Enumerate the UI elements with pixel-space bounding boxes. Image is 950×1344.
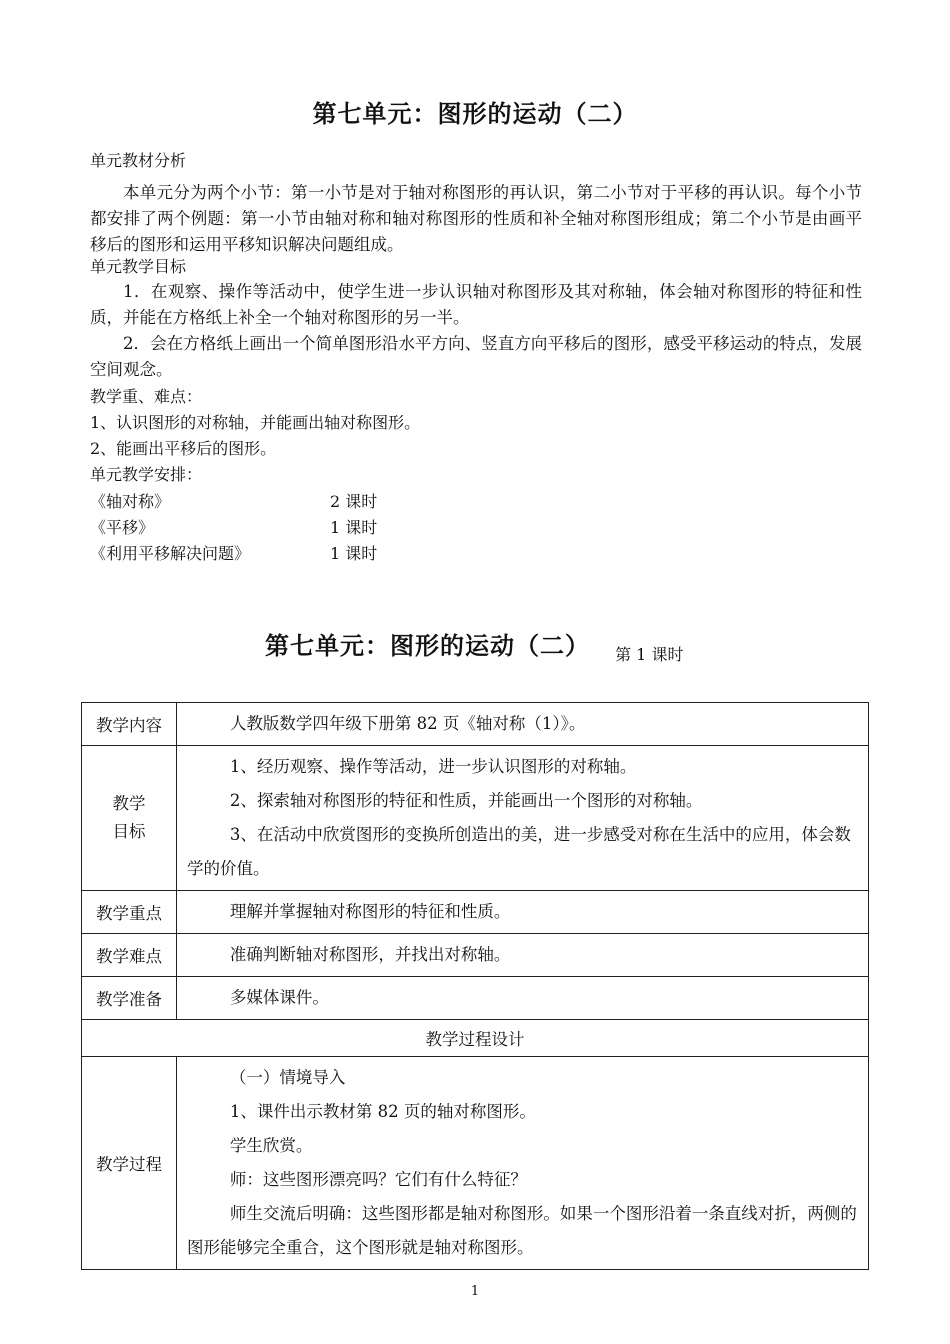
process-step: 师生交流后明确：这些图形都是轴对称图形。如果一个图形沿着一条直线对折，两侧的图形能够完全重合，这个图形就是轴对称图形。 xyxy=(187,1204,857,1257)
goals-label xyxy=(82,746,177,891)
keypoint-2: 2、能画出平移后的图形。 xyxy=(90,439,277,458)
table-row xyxy=(82,1020,869,1057)
process-cell xyxy=(177,1057,869,1270)
lesson-title-row xyxy=(265,626,683,665)
schedule-row xyxy=(90,489,378,515)
process-step: （一）情境导入 xyxy=(229,1068,346,1087)
keypoint-1: 1、认识图形的对称轴，并能画出轴对称图形。 xyxy=(90,413,421,432)
focus-value: 理解并掌握轴对称图形的特征和性质。 xyxy=(229,902,511,921)
focus-label: 教学重点 xyxy=(82,891,177,934)
schedule-topic: 《平移》 xyxy=(90,518,155,537)
goals-cell xyxy=(177,746,869,891)
prep-value: 多媒体课件。 xyxy=(229,988,329,1007)
page-number: 1 xyxy=(470,1284,480,1299)
process-design-heading: 教学过程设计 xyxy=(82,1020,869,1057)
content-value-cell xyxy=(177,703,869,746)
goals-heading: 单元教学目标 xyxy=(90,257,187,276)
table-row xyxy=(82,703,869,746)
table-row xyxy=(82,746,869,891)
lesson-plan-table xyxy=(81,702,869,1270)
schedule-hours: 1 课时 xyxy=(330,544,378,563)
prep-cell xyxy=(177,977,869,1020)
difficulty-value: 准确判断轴对称图形，并找出对称轴。 xyxy=(229,945,511,964)
unit-goal-1: 1．在观察、操作等活动中，使学生进一步认识轴对称图形及其对称轴，体会轴对称图形的特征和性质，并能在方格纸上补全一个轴对称图形的另一半。 xyxy=(90,282,862,327)
schedule-heading: 单元教学安排： xyxy=(90,465,203,484)
goals-label-line-2: 目标 xyxy=(112,822,146,841)
table-row xyxy=(82,1057,869,1270)
focus-cell xyxy=(177,891,869,934)
keypoints-heading: 教学重、难点： xyxy=(90,387,203,406)
schedule-topic: 《轴对称》 xyxy=(90,492,171,511)
table-row xyxy=(82,977,869,1020)
process-step: 学生欣赏。 xyxy=(229,1136,313,1155)
unit-title: 第七单元：图形的运动（二） xyxy=(312,100,638,128)
analysis-text: 本单元分为两个小节：第一小节是对于轴对称图形的再认识，第二小节对于平移的再认识。每个小节都安排了两个例题：第一小节由轴对称和轴对称图形的性质和补全轴对称图形组成；第二个小节是由画平移后的图形和运用平移知识解决问题组成。 xyxy=(90,183,862,254)
table-row xyxy=(82,891,869,934)
analysis-heading: 单元教材分析 xyxy=(90,151,187,170)
schedule-hours: 2 课时 xyxy=(330,492,378,511)
lesson-goal-1: 1、经历观察、操作等活动，进一步认识图形的对称轴。 xyxy=(229,757,637,776)
table-row xyxy=(82,934,869,977)
goals-label-line-1: 教学 xyxy=(112,794,146,813)
difficulty-label: 教学难点 xyxy=(82,934,177,977)
content-value: 人教版数学四年级下册第 82 页《轴对称（1）》。 xyxy=(229,714,586,733)
difficulty-cell xyxy=(177,934,869,977)
process-step: 师：这些图形漂亮吗？它们有什么特征？ xyxy=(229,1170,527,1189)
content-label: 教学内容 xyxy=(82,703,177,746)
lesson-goal-2: 2、探索轴对称图形的特征和性质，并能画出一个图形的对称轴。 xyxy=(229,791,703,810)
lesson-goal-3: 3、在活动中欣赏图形的变换所创造出的美，进一步感受对称在生活中的应用，体会数学的价值。 xyxy=(187,825,851,878)
schedule-row xyxy=(90,515,378,541)
schedule-topic: 《利用平移解决问题》 xyxy=(90,544,251,563)
process-label: 教学过程 xyxy=(82,1057,177,1270)
process-step: 1、课件出示教材第 82 页的轴对称图形。 xyxy=(229,1102,536,1121)
schedule-hours: 1 课时 xyxy=(330,518,378,537)
unit-goal-2: 2．会在方格纸上画出一个简单图形沿水平方向、竖直方向平移后的图形，感受平移运动的特点，发展空间观念。 xyxy=(90,334,862,379)
schedule-row xyxy=(90,541,378,567)
lesson-number: 第 1 课时 xyxy=(615,645,684,664)
prep-label: 教学准备 xyxy=(82,977,177,1020)
lesson-title: 第七单元：图形的运动（二） xyxy=(265,632,590,660)
